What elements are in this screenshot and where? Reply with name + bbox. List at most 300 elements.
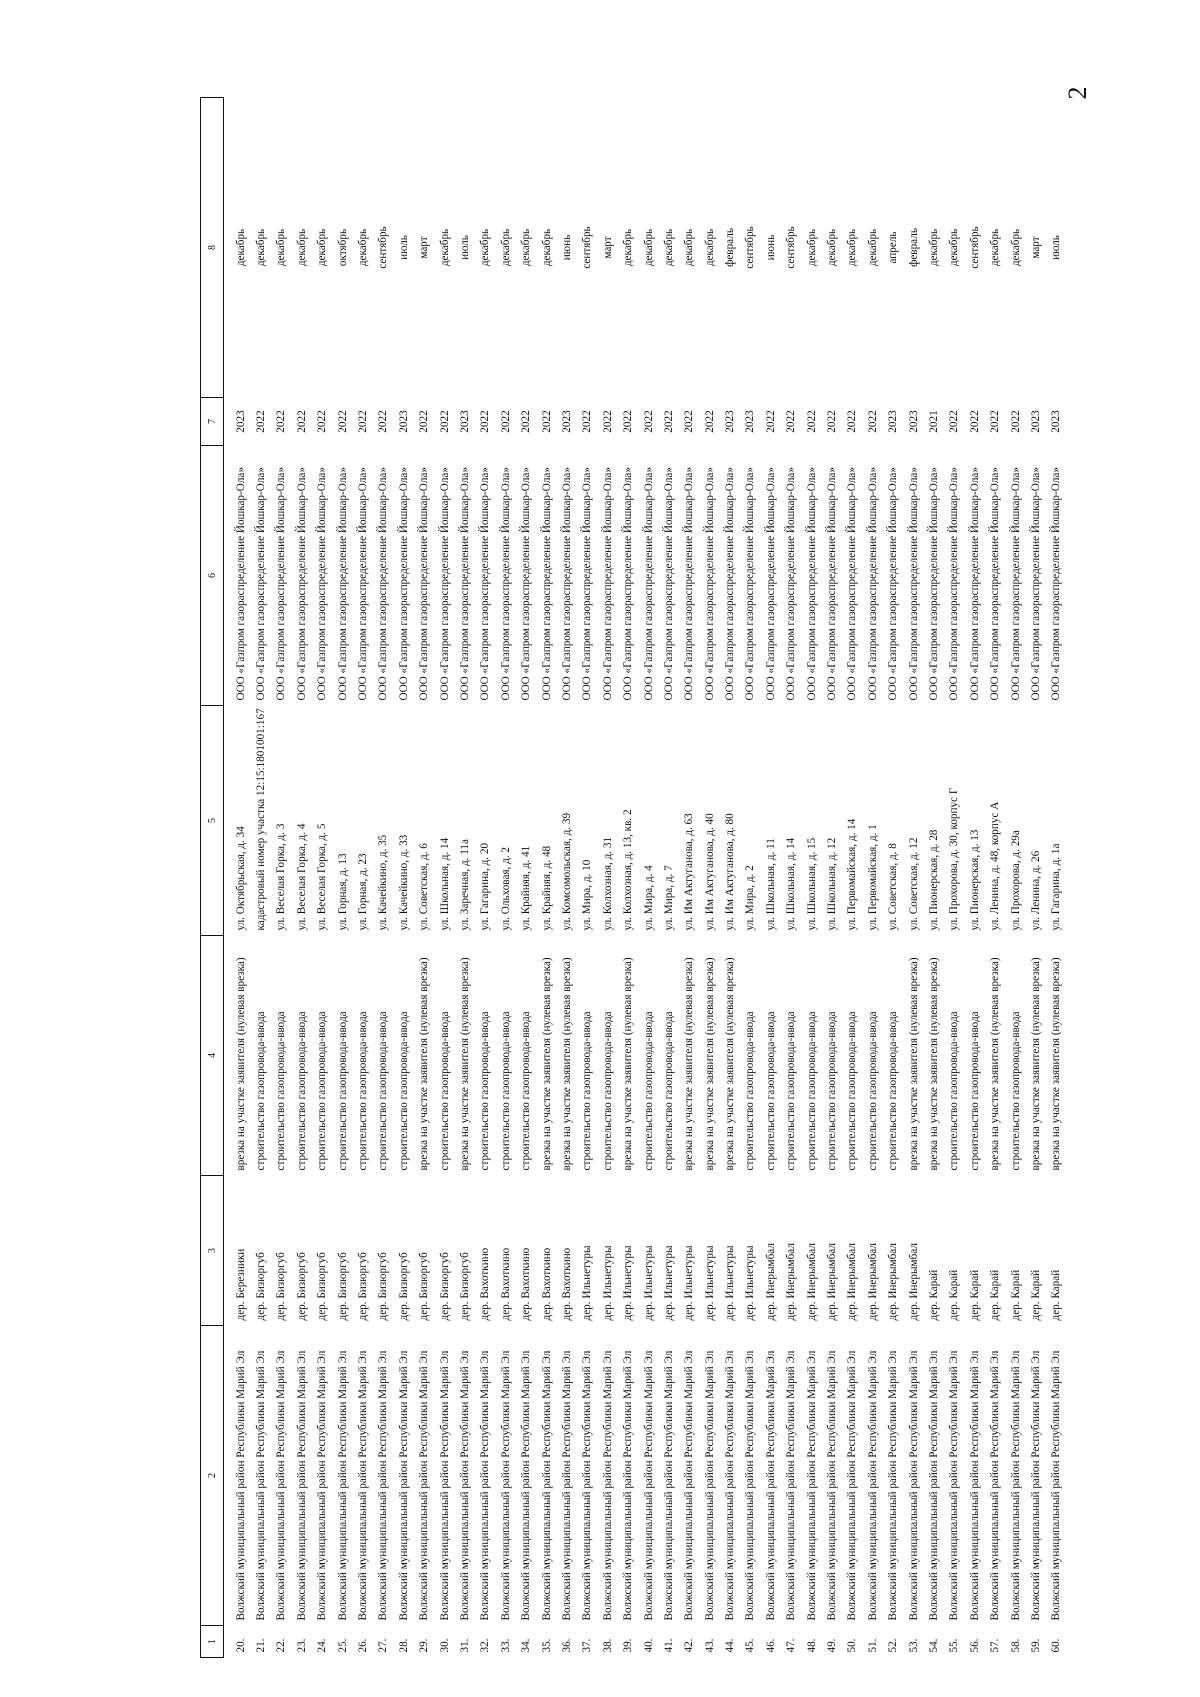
month-cell: декабрь — [989, 228, 1002, 267]
table-row — [904, 98, 924, 1658]
row-number: 24. — [316, 1638, 329, 1653]
organization-cell: ООО «Газпром газораспределение Йошкар-Ола» — [744, 467, 757, 701]
row-number: 55. — [948, 1638, 961, 1653]
village-cell: дер. Ильнетуры — [744, 1245, 757, 1321]
village-cell: дер. Бизюргуб — [275, 1252, 288, 1321]
row-number: 42. — [683, 1638, 696, 1653]
month-cell: декабрь — [642, 228, 655, 267]
row-number: 33. — [499, 1638, 512, 1653]
organization-cell: ООО «Газпром газораспределение Йошкар-Ола» — [377, 467, 390, 701]
district-cell: Волжский муниципальный район Республики Марий Эл — [316, 1350, 329, 1621]
year-cell: 2022 — [866, 410, 879, 433]
work-type-cell: строительство газопровода-ввода — [1009, 1011, 1022, 1171]
village-cell: дер. Ильнетуры — [662, 1245, 675, 1321]
district-cell: Волжский муниципальный район Республики Марий Эл — [927, 1350, 940, 1621]
district-cell: Волжский муниципальный район Республики Марий Эл — [418, 1350, 431, 1621]
village-cell: дер. Вахоткино — [479, 1247, 492, 1321]
organization-cell: ООО «Газпром газораспределение Йошкар-Ола» — [805, 467, 818, 701]
month-cell: декабрь — [948, 228, 961, 267]
address-cell: ул. Мира, д. 7 — [662, 865, 675, 931]
row-number: 25. — [336, 1638, 349, 1653]
village-cell: дер. Бизюргуб — [255, 1252, 268, 1321]
address-cell: ул. Заречная, д. 11а — [458, 839, 471, 931]
year-cell: 2023 — [397, 410, 410, 433]
work-type-cell: строительство газопровода-ввода — [785, 1011, 798, 1171]
district-cell: Волжский муниципальный район Республики Марий Эл — [968, 1350, 981, 1621]
village-cell: дер. Вахоткино — [520, 1247, 533, 1321]
work-type-cell: строительство газопровода-ввода — [581, 1011, 594, 1171]
village-cell: дер. Бизюргуб — [418, 1252, 431, 1321]
month-cell: сентябрь — [744, 226, 757, 269]
table-row — [741, 98, 761, 1658]
organization-cell: ООО «Газпром газораспределение Йошкар-Ола» — [968, 467, 981, 701]
table-row — [374, 98, 394, 1658]
month-cell: декабрь — [805, 228, 818, 267]
work-type-cell: врезка на участке заявителя (нулевая врезка) — [989, 957, 1002, 1171]
table-row — [924, 98, 944, 1658]
row-number: 38. — [601, 1638, 614, 1653]
month-cell: сентябрь — [377, 226, 390, 269]
year-cell: 2022 — [438, 410, 451, 433]
month-cell: декабрь — [234, 228, 247, 267]
month-cell: сентябрь — [785, 226, 798, 269]
organization-cell: ООО «Газпром газораспределение Йошкар-Ола» — [255, 467, 268, 701]
month-cell: декабрь — [255, 228, 268, 267]
organization-cell: ООО «Газпром газораспределение Йошкар-Ола» — [826, 467, 839, 701]
year-cell: 2022 — [540, 410, 553, 433]
address-cell: ул. Горная, д. 13 — [336, 853, 349, 931]
table-row — [618, 98, 638, 1658]
year-cell: 2023 — [887, 410, 900, 433]
table-row — [415, 98, 435, 1658]
table-row — [700, 98, 720, 1658]
address-cell: ул. Школьная, д. 12 — [826, 837, 839, 931]
table-row — [476, 98, 496, 1658]
work-type-cell: строительство газопровода-ввода — [744, 1011, 757, 1171]
col-header-8: 8 — [201, 98, 224, 398]
organization-cell: ООО «Газпром газораспределение Йошкар-Ола» — [887, 467, 900, 701]
address-cell: ул. Веселая Горка, д. 4 — [295, 823, 308, 931]
month-cell: декабрь — [927, 228, 940, 267]
table-row — [224, 98, 252, 1658]
month-cell: декабрь — [826, 228, 839, 267]
year-cell: 2022 — [520, 410, 533, 433]
village-cell: дер. Карай — [948, 1269, 961, 1321]
district-cell: Волжский муниципальный район Республики Марий Эл — [887, 1350, 900, 1621]
village-cell: дер. Бизюргуб — [438, 1252, 451, 1321]
work-type-cell: строительство газопровода-ввода — [805, 1011, 818, 1171]
address-cell: ул. Школьная, д. 15 — [805, 837, 818, 931]
district-cell: Волжский муниципальный район Республики Марий Эл — [581, 1350, 594, 1621]
row-number: 37. — [581, 1638, 594, 1653]
row-number: 26. — [357, 1638, 370, 1653]
month-cell: декабрь — [499, 228, 512, 267]
year-cell: 2022 — [1009, 410, 1022, 433]
year-cell: 2022 — [479, 410, 492, 433]
address-cell: ул. Первомайская, д. 14 — [846, 818, 859, 931]
address-cell: ул. Мира, д. 10 — [581, 859, 594, 931]
address-cell: ул. Веселая Горка, д. 3 — [275, 823, 288, 931]
work-type-cell: строительство газопровода-ввода — [397, 1011, 410, 1171]
address-cell: ул. Пионерская, д. 13 — [968, 829, 981, 931]
row-number: 49. — [826, 1638, 839, 1653]
work-type-cell: врезка на участке заявителя (нулевая врезка) — [418, 957, 431, 1171]
year-cell: 2022 — [601, 410, 614, 433]
district-cell: Волжский муниципальный район Республики Марий Эл — [662, 1350, 675, 1621]
address-cell: ул. Школьная, д. 11 — [764, 838, 777, 931]
table-row — [496, 98, 516, 1658]
table-row — [985, 98, 1005, 1658]
row-number: 29. — [418, 1638, 431, 1653]
village-cell: дер. Ильнетуры — [724, 1245, 737, 1321]
organization-cell: ООО «Газпром газораспределение Йошкар-Ола» — [275, 467, 288, 701]
row-number: 21. — [255, 1638, 268, 1653]
month-cell: сентябрь — [581, 226, 594, 269]
month-cell: декабрь — [866, 228, 879, 267]
district-cell: Волжский муниципальный район Республики Марий Эл — [785, 1350, 798, 1621]
organization-cell: ООО «Газпром газораспределение Йошкар-Ола» — [438, 467, 451, 701]
village-cell: дер. Бизюргуб — [397, 1252, 410, 1321]
address-cell: ул. Ленина, д. 48, корпус А — [989, 801, 1002, 931]
village-cell: дер. Бизюргуб — [458, 1252, 471, 1321]
month-cell: декабрь — [846, 228, 859, 267]
row-number: 44. — [724, 1638, 737, 1653]
col-header-4: 4 — [201, 936, 224, 1176]
village-cell: дер. Инерымбал — [826, 1243, 839, 1321]
work-type-cell: строительство газопровода-ввода — [866, 1011, 879, 1171]
row-number: 30. — [438, 1638, 451, 1653]
work-type-cell: строительство газопровода-ввода — [479, 1011, 492, 1171]
organization-cell: ООО «Газпром газораспределение Йошкар-Ола» — [622, 467, 635, 701]
village-cell: дер. Вахоткино — [560, 1247, 573, 1321]
organization-cell: ООО «Газпром газораспределение Йошкар-Ола» — [1009, 467, 1022, 701]
organization-cell: ООО «Газпром газораспределение Йошкар-Ола» — [785, 467, 798, 701]
district-cell: Волжский муниципальный район Республики Марий Эл — [805, 1350, 818, 1621]
month-cell: декабрь — [295, 228, 308, 267]
work-type-cell: строительство газопровода-ввода — [662, 1011, 675, 1171]
village-cell: дер. Ильнетуры — [642, 1245, 655, 1321]
year-cell: 2022 — [377, 410, 390, 433]
address-cell: ул. Крайняя, д. 48 — [540, 845, 553, 931]
col-header-7: 7 — [201, 398, 224, 446]
work-type-cell: строительство газопровода-ввода — [846, 1011, 859, 1171]
year-cell: 2023 — [458, 410, 471, 433]
village-cell: дер. Инерымбал — [887, 1243, 900, 1321]
table-row — [394, 98, 414, 1658]
address-cell: ул. Советская, д. 8 — [887, 843, 900, 931]
month-cell: декабрь — [438, 228, 451, 267]
table-row — [272, 98, 292, 1658]
work-type-cell: строительство газопровода-ввода — [764, 1011, 777, 1171]
month-cell: октябрь — [336, 228, 349, 267]
district-cell: Волжский муниципальный район Республики Марий Эл — [622, 1350, 635, 1621]
work-type-cell: врезка на участке заявителя (нулевая врезка) — [622, 957, 635, 1171]
month-cell: февраль — [907, 228, 920, 267]
gasification-table — [200, 97, 1067, 1658]
address-cell: ул. Гагарина, д. 20 — [479, 842, 492, 931]
year-cell: 2023 — [744, 410, 757, 433]
organization-cell: ООО «Газпром газораспределение Йошкар-Ола» — [458, 467, 471, 701]
organization-cell: ООО «Газпром газораспределение Йошкар-Ола» — [703, 467, 716, 701]
village-cell: дер. Инерымбал — [907, 1243, 920, 1321]
village-cell: дер. Ильнетуры — [703, 1245, 716, 1321]
organization-cell: ООО «Газпром газораспределение Йошкар-Ола» — [418, 467, 431, 701]
work-type-cell: строительство газопровода-ввода — [601, 1011, 614, 1171]
row-number: 23. — [295, 1638, 308, 1653]
village-cell: дер. Бизюргуб — [336, 1252, 349, 1321]
table-row — [884, 98, 904, 1658]
organization-cell: ООО «Газпром газораспределение Йошкар-Ола» — [948, 467, 961, 701]
village-cell: дер. Ильнетуры — [601, 1245, 614, 1321]
row-number: 56. — [968, 1638, 981, 1653]
table-row — [863, 98, 883, 1658]
district-cell: Волжский муниципальный район Республики Марий Эл — [234, 1350, 247, 1621]
work-type-cell: строительство газопровода-ввода — [336, 1011, 349, 1171]
month-cell: март — [601, 236, 614, 259]
year-cell: 2023 — [724, 410, 737, 433]
village-cell: дер. Карай — [1009, 1269, 1022, 1321]
year-cell: 2022 — [948, 410, 961, 433]
month-cell: декабрь — [540, 228, 553, 267]
address-cell: ул. Колхозная, д. 31 — [601, 836, 614, 931]
year-cell: 2023 — [560, 410, 573, 433]
village-cell: дер. Ильнетуры — [581, 1245, 594, 1321]
year-cell: 2022 — [826, 410, 839, 433]
month-cell: декабрь — [275, 228, 288, 267]
organization-cell: ООО «Газпром газораспределение Йошкар-Ола» — [927, 467, 940, 701]
table-row — [292, 98, 312, 1658]
address-cell: кадастровый номер участка 12:15:1801001:167 — [255, 708, 268, 931]
row-number: 58. — [1009, 1638, 1022, 1653]
district-cell: Волжский муниципальный район Республики Марий Эл — [948, 1350, 961, 1621]
work-type-cell: строительство газопровода-ввода — [316, 1011, 329, 1171]
work-type-cell: строительство газопровода-ввода — [948, 1011, 961, 1171]
district-cell: Волжский муниципальный район Республики Марий Эл — [336, 1350, 349, 1621]
address-cell: ул. Горная, д. 23 — [357, 853, 370, 931]
organization-cell: ООО «Газпром газораспределение Йошкар-Ола» — [724, 467, 737, 701]
address-cell: ул. Советская, д. 6 — [418, 843, 431, 931]
work-type-cell: врезка на участке заявителя (нулевая врезка) — [703, 957, 716, 1171]
organization-cell: ООО «Газпром газораспределение Йошкар-Ола» — [764, 467, 777, 701]
work-type-cell: строительство газопровода-ввода — [642, 1011, 655, 1171]
row-number: 35. — [540, 1638, 553, 1653]
row-number: 54. — [927, 1638, 940, 1653]
row-number: 51. — [866, 1638, 879, 1653]
address-cell: ул. Пионерская, д. 28 — [927, 829, 940, 931]
year-cell: 2022 — [662, 410, 675, 433]
year-cell: 2022 — [295, 410, 308, 433]
work-type-cell: строительство газопровода-ввода — [887, 1011, 900, 1171]
year-cell: 2022 — [581, 410, 594, 433]
table-row — [333, 98, 353, 1658]
district-cell: Волжский муниципальный район Республики Марий Эл — [255, 1350, 268, 1621]
address-cell: ул. Прохорова, д. 29а — [1009, 830, 1022, 931]
organization-cell: ООО «Газпром газораспределение Йошкар-Ола» — [683, 467, 696, 701]
work-type-cell: строительство газопровода-ввода — [499, 1011, 512, 1171]
table-row — [965, 98, 985, 1658]
district-cell: Волжский муниципальный район Республики Марий Эл — [520, 1350, 533, 1621]
row-number: 45. — [744, 1638, 757, 1653]
gasification-table-rotated — [200, 98, 1063, 1658]
table-row — [782, 98, 802, 1658]
district-cell: Волжский муниципальный район Республики Марий Эл — [642, 1350, 655, 1621]
row-number: 41. — [662, 1638, 675, 1653]
district-cell: Волжский муниципальный район Республики Марий Эл — [764, 1350, 777, 1621]
organization-cell: ООО «Газпром газораспределение Йошкар-Ола» — [357, 467, 370, 701]
month-cell: март — [418, 236, 431, 259]
work-type-cell: строительство газопровода-ввода — [255, 1011, 268, 1171]
district-cell: Волжский муниципальный район Республики Марий Эл — [560, 1350, 573, 1621]
col-header-3: 3 — [201, 1176, 224, 1326]
district-cell: Волжский муниципальный район Республики Марий Эл — [479, 1350, 492, 1621]
header-row — [201, 98, 224, 1658]
work-type-cell: строительство газопровода-ввода — [826, 1011, 839, 1171]
work-type-cell: строительство газопровода-ввода — [438, 1011, 451, 1171]
district-cell: Волжский муниципальный район Республики Марий Эл — [683, 1350, 696, 1621]
village-cell: дер. Инерымбал — [846, 1243, 859, 1321]
row-number: 59. — [1029, 1638, 1042, 1653]
address-cell: ул. Им Актуганова, д. 63 — [683, 813, 696, 931]
col-header-6: 6 — [201, 446, 224, 706]
address-cell: ул. Комсомольская, д. 39 — [560, 812, 573, 931]
year-cell: 2022 — [703, 410, 716, 433]
row-number: 52. — [887, 1638, 900, 1653]
work-type-cell: строительство газопровода-ввода — [968, 1011, 981, 1171]
district-cell: Волжский муниципальный район Республики Марий Эл — [907, 1350, 920, 1621]
year-cell: 2022 — [642, 410, 655, 433]
organization-cell: ООО «Газпром газораспределение Йошкар-Ола» — [316, 467, 329, 701]
month-cell: февраль — [724, 228, 737, 267]
district-cell: Волжский муниципальный район Республики Марий Эл — [989, 1350, 1002, 1621]
month-cell: декабрь — [703, 228, 716, 267]
organization-cell: ООО «Газпром газораспределение Йошкар-Ола» — [642, 467, 655, 701]
village-cell: дер. Ильнетуры — [683, 1245, 696, 1321]
work-type-cell: строительство газопровода-ввода — [377, 1011, 390, 1171]
organization-cell: ООО «Газпром газораспределение Йошкар-Ола» — [540, 467, 553, 701]
row-number: 32. — [479, 1638, 492, 1653]
year-cell: 2022 — [968, 410, 981, 433]
month-cell: декабрь — [316, 228, 329, 267]
work-type-cell: врезка на участке заявителя (нулевая врезка) — [1050, 957, 1063, 1171]
table-row — [578, 98, 598, 1658]
row-number: 53. — [907, 1638, 920, 1653]
month-cell: сентябрь — [968, 226, 981, 269]
year-cell: 2022 — [805, 410, 818, 433]
year-cell: 2022 — [275, 410, 288, 433]
table-header — [201, 98, 224, 1658]
row-number: 22. — [275, 1638, 288, 1653]
row-number: 40. — [642, 1638, 655, 1653]
table-row — [251, 98, 271, 1658]
district-cell: Волжский муниципальный район Республики Марий Эл — [1029, 1350, 1042, 1621]
work-type-cell: строительство газопровода-ввода — [275, 1011, 288, 1171]
row-number: 28. — [397, 1638, 410, 1653]
work-type-cell: строительство газопровода-ввода — [357, 1011, 370, 1171]
row-number: 20. — [234, 1638, 247, 1653]
table-row — [659, 98, 679, 1658]
table-row — [557, 98, 577, 1658]
address-cell: ул. Им Актуганова, д. 80 — [724, 813, 737, 931]
table-row — [455, 98, 475, 1658]
work-type-cell: врезка на участке заявителя (нулевая врезка) — [560, 957, 573, 1171]
table-row — [313, 98, 333, 1658]
row-number: 34. — [520, 1638, 533, 1653]
month-cell: декабрь — [622, 228, 635, 267]
col-header-2: 2 — [201, 1326, 224, 1626]
district-cell: Волжский муниципальный район Республики Марий Эл — [397, 1350, 410, 1621]
table-row — [598, 98, 618, 1658]
year-cell: 2022 — [418, 410, 431, 433]
village-cell: дер. Бизюргуб — [357, 1252, 370, 1321]
year-cell: 2023 — [234, 410, 247, 433]
work-type-cell: врезка на участке заявителя (нулевая врезка) — [907, 957, 920, 1171]
page-number: 2 — [1063, 86, 1092, 100]
address-cell: ул. Крайняя, д. 41 — [520, 845, 533, 931]
month-cell: декабрь — [662, 228, 675, 267]
work-type-cell: врезка на участке заявителя (нулевая врезка) — [1029, 957, 1042, 1171]
address-cell: ул. Октябрьская, д. 34 — [234, 826, 247, 931]
organization-cell: ООО «Газпром газораспределение Йошкар-Ола» — [520, 467, 533, 701]
organization-cell: ООО «Газпром газораспределение Йошкар-Ола» — [560, 467, 573, 701]
month-cell: июль — [1050, 235, 1063, 260]
address-cell: ул. Школьная, д. 14 — [438, 837, 451, 931]
address-cell: ул. Веселая Горка, д. 5 — [316, 823, 329, 931]
district-cell: Волжский муниципальный район Республики Марий Эл — [744, 1350, 757, 1621]
year-cell: 2023 — [907, 410, 920, 433]
table-row — [435, 98, 455, 1658]
month-cell: июнь — [764, 234, 777, 261]
organization-cell: ООО «Газпром газораспределение Йошкар-Ола» — [1029, 467, 1042, 701]
address-cell: ул. Ленина, д. 26 — [1029, 850, 1042, 931]
row-number: 46. — [764, 1638, 777, 1653]
month-cell: июль — [458, 235, 471, 260]
organization-cell: ООО «Газпром газораспределение Йошкар-Ола» — [295, 467, 308, 701]
table-row — [516, 98, 536, 1658]
address-cell: ул. Качейкино, д. 35 — [377, 834, 390, 931]
table-row — [761, 98, 781, 1658]
month-cell: июль — [397, 235, 410, 260]
work-type-cell: строительство газопровода-ввода — [295, 1011, 308, 1171]
village-cell: дер. Карай — [989, 1269, 1002, 1321]
organization-cell: ООО «Газпром газораспределение Йошкар-Ола» — [907, 467, 920, 701]
village-cell: дер. Инерымбал — [805, 1243, 818, 1321]
month-cell: декабрь — [1009, 228, 1022, 267]
table-row — [680, 98, 700, 1658]
month-cell: декабрь — [683, 228, 696, 267]
village-cell: дер. Инерымбал — [785, 1243, 798, 1321]
work-type-cell: врезка на участке заявителя (нулевая врезка) — [540, 957, 553, 1171]
organization-cell: ООО «Газпром газораспределение Йошкар-Ола» — [234, 467, 247, 701]
col-header-1: 1 — [201, 1626, 224, 1658]
year-cell: 2023 — [1029, 410, 1042, 433]
year-cell: 2022 — [357, 410, 370, 433]
district-cell: Волжский муниципальный район Республики Марий Эл — [275, 1350, 288, 1621]
address-cell: ул. Мира, д. 2 — [744, 865, 757, 931]
row-number: 47. — [785, 1638, 798, 1653]
month-cell: апрель — [887, 231, 900, 264]
year-cell: 2022 — [764, 410, 777, 433]
village-cell: дер. Ильнетуры — [622, 1245, 635, 1321]
work-type-cell: врезка на участке заявителя (нулевая врезка) — [683, 957, 696, 1171]
organization-cell: ООО «Газпром газораспределение Йошкар-Ола» — [866, 467, 879, 701]
district-cell: Волжский муниципальный район Республики Марий Эл — [724, 1350, 737, 1621]
row-number: 36. — [560, 1638, 573, 1653]
row-number: 57. — [989, 1638, 1002, 1653]
table-body — [224, 98, 1068, 1658]
district-cell: Волжский муниципальный район Республики Марий Эл — [540, 1350, 553, 1621]
district-cell: Волжский муниципальный район Республики Марий Эл — [458, 1350, 471, 1621]
table-row — [720, 98, 740, 1658]
